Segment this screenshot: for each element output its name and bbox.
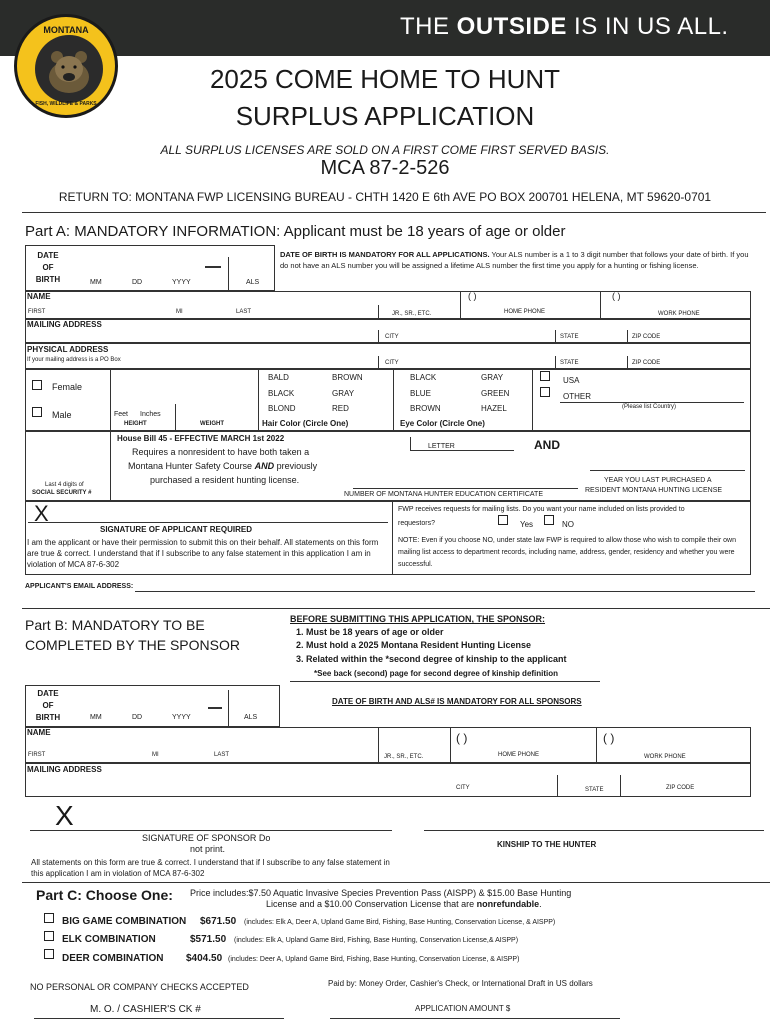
city-label-2: CITY [385,360,399,366]
sponsor-jr-label: JR., SR., ETC. [384,754,424,760]
kinship-line[interactable] [424,830,764,831]
kinship-note: *See back (second) page for second degree of kinship definition [314,669,559,678]
dob-label: DATE OF BIRTH [35,251,61,284]
eye-color-label: Eye Color (Circle One) [400,419,485,428]
state-label-2: STATE [560,360,579,366]
house-bill-heading: House Bill 45 - EFFECTIVE MARCH 1st 2022 [117,434,285,443]
elk-price: $571.50 [190,934,227,945]
hair-brown[interactable]: BROWN [332,373,363,382]
female-checkbox[interactable] [32,380,42,390]
money-order-line[interactable] [34,1018,284,1019]
mailing-divider-2 [555,330,556,343]
female-label: Female [52,382,83,392]
dob-dd: DD [132,279,143,286]
mailing-list-question: FWP receives requests for mailing lists. Do you want your name included on lists provided to requestors? [398,506,685,527]
country-divider [532,369,533,431]
signature-x: X [34,501,49,526]
phone-divider [460,291,461,319]
sponsor-work-paren: ( ) [603,731,615,745]
hair-black[interactable]: BLACK [268,389,295,398]
sponsor-rule-2: 2. Must hold a 2025 Montana Resident Hunting License [296,640,532,650]
physical-divider [378,356,379,369]
big-game-includes: (includes: Elk A, Deer A, Upland Game Bird, Fishing, Base Hunting, Conservation License, & AISPP) [244,919,556,926]
email-label: APPLICANT'S EMAIL ADDRESS: [25,583,134,590]
sponsor-requirements-heading: BEFORE SUBMITTING THIS APPLICATION, THE SPONSOR: [290,614,546,624]
sponsor-signature-x: X [55,800,74,831]
sponsor-first-label: FIRST [28,752,46,758]
sponsor-signature-line[interactable] [30,830,392,831]
sponsor-mailing-divider [557,775,558,797]
year-purchased-label-2: RESIDENT MONTANA HUNTING LICENSE [585,487,723,494]
and-label: AND [534,438,560,452]
usa-label: USA [563,376,580,385]
sponsor-dd: DD [132,714,143,721]
mi-label: MI [176,309,183,315]
phone-divider-2 [600,291,601,319]
part-b-heading-1: Part B: MANDATORY TO BE [25,617,205,633]
hair-bald[interactable]: BALD [268,373,289,382]
big-game-price: $671.50 [200,916,237,927]
hunter-ed-line[interactable] [353,488,578,489]
part-a-heading: Part A: MANDATORY INFORMATION: Applicant must be 18 years of age or older [25,223,566,240]
return-address: RETURN TO: MONTANA FWP LICENSING BUREAU - CHTH 1420 E 6th AVE PO BOX 200701 HELENA, MT 59620-0701 [58,190,712,204]
last-label: LAST [236,309,252,315]
email-line[interactable] [135,591,755,592]
sponsor-zip-label: ZIP CODE [666,785,695,791]
sponsor-dob-label: DATE OF BIRTH [35,689,61,722]
sponsor-signature-label-1: SIGNATURE OF SPONSOR Do [142,833,271,843]
name-divider [378,305,379,319]
big-game-checkbox[interactable] [44,913,54,923]
dob-dash [205,266,221,268]
sponsor-state-label: STATE [585,787,604,793]
applicant-name-row[interactable] [25,291,751,319]
sponsor-phone-divider [450,727,451,763]
zip-label: ZIP CODE [632,334,661,340]
mailing-label: MAILING ADDRESS [27,320,102,329]
eye-hazel[interactable]: HAZEL [481,404,507,413]
other-country-label: OTHER [563,392,591,401]
mailing-yes-checkbox[interactable] [498,515,508,525]
male-label: Male [52,410,72,420]
physical-divider-3 [627,356,628,369]
ssn-divider [110,431,111,501]
house-bill-text-2: Montana Hunter Safety Course AND previously [128,461,318,471]
name-label: NAME [27,292,51,301]
sponsor-mailing-label: MAILING ADDRESS [27,765,102,774]
city-label: CITY [385,334,399,340]
year-purchased-line[interactable] [590,470,745,471]
application-amount-label: APPLICATION AMOUNT $ [415,1004,511,1013]
dob-mm: MM [90,279,102,286]
height-label: HEIGHT [124,421,147,427]
feet-label: Feet [114,411,129,418]
work-phone-label: WORK PHONE [658,311,700,317]
mailing-list-divider [392,501,393,575]
kinship-label: KINSHIP TO THE HUNTER [497,840,597,849]
sponsor-mailing-row[interactable] [25,763,751,797]
letter-label: LETTER [428,443,455,450]
home-phone-paren: ( ) [468,291,477,301]
mailing-divider-3 [627,330,628,343]
mailing-list-note: NOTE: Even if you choose NO, under state law FWP is required to allow those who wish to compile their own mailing list access to department records, including name, address, gender, residency and whether you were successful. [398,537,736,568]
eye-divider [393,369,394,431]
subtitle: ALL SURPLUS LICENSES ARE SOLD ON A FIRST COME FIRST SERVED BASIS. [160,143,610,157]
logo-top-text: MONTANA [43,25,89,35]
sponsor-als: ALS [244,714,258,721]
hair-divider [258,369,259,431]
sponsor-mi-label: MI [152,752,159,758]
sponsor-home-paren: ( ) [456,731,468,745]
usa-checkbox[interactable] [540,371,550,381]
sponsor-rule-3: 3. Related within the *second degree of kinship to the applicant [296,654,567,664]
eye-green[interactable]: GREEN [481,389,510,398]
hair-red[interactable]: RED [332,404,349,413]
eye-brown[interactable]: BROWN [410,404,441,413]
part-b-heading-2: COMPLETED BY THE SPONSOR [25,637,240,653]
sponsor-last-label: LAST [214,752,230,758]
sponsor-dob-mandatory: DATE OF BIRTH AND ALS# IS MANDATORY FOR ALL SPONSORS [332,697,582,706]
hunter-ed-label: NUMBER OF MONTANA HUNTER EDUCATION CERTIFICATE [344,491,543,498]
fwp-logo [14,14,118,118]
home-phone-label: HOME PHONE [504,309,546,315]
male-checkbox[interactable] [32,407,42,417]
po-note: If your mailing address is a PO Box [27,357,121,363]
divider-c [22,882,770,883]
als-divider [228,257,229,291]
first-label: FIRST [28,309,46,315]
mailing-yes-label: Yes [520,520,534,529]
kinship-underline [290,681,600,682]
sponsor-name-label: NAME [27,728,51,737]
big-game-name: BIG GAME COMBINATION [62,916,187,927]
eye-black[interactable]: BLACK [410,373,437,382]
sponsor-home-phone-label: HOME PHONE [498,752,540,758]
deer-checkbox[interactable] [44,949,54,959]
sponsor-mm: MM [90,714,102,721]
deer-price: $404.50 [186,953,223,964]
price-includes-2: License and a $10.00 Conservation License that are nonrefundable. [266,899,542,909]
applicant-signature-line[interactable] [28,522,388,523]
mailing-no-label: NO [562,520,574,529]
hair-color-label: Hair Color (Circle One) [262,419,349,428]
sponsor-yyyy: YYYY [172,714,191,721]
ssn-label-2: SOCIAL SECURITY # [32,490,92,496]
sponsor-statement: All statements on this form are true & correct. I understand that if I subscribe to any false statement in this application I am in violation of MCA 87-6-302 [31,858,390,878]
height-divider [175,404,176,431]
sponsor-city-label: CITY [456,785,470,791]
weight-label: WEIGHT [200,421,224,427]
no-personal-checks: NO PERSONAL OR COMPANY CHECKS ACCEPTED [30,982,249,992]
dob-note: DATE OF BIRTH IS MANDATORY FOR ALL APPLICATIONS. Your ALS number is a 1 to 3 digit number that follows your date of birth. If you do not have an ALS number you will be assigned a lifetime ALS number the first time you apply for a hunting or fishing license. [280,250,749,270]
work-phone-paren: ( ) [612,291,621,301]
house-bill-text-3: purchased a resident hunting license. [150,475,300,485]
dob-als: ALS [246,279,260,286]
form-title-line1: 2025 COME HOME TO HUNT [209,64,561,94]
mca-statute: MCA 87-2-526 [320,157,450,179]
elk-includes: (includes: Elk A, Upland Game Bird, Fishing, Base Hunting, Conservation License,& AISPP) [234,937,519,944]
applicant-attestation: I am the applicant or have their permission to submit this on their behalf. All statements on this form are true & correct. I understand that if I subscribe to any false statement in this application I am in violation of MCA 87-6-302 [27,538,379,569]
part-c-heading: Part C: Choose One: [36,887,173,903]
state-label: STATE [560,334,579,340]
paid-by: Paid by: Money Order, Cashier's Check, or International Draft in US dollars [328,979,593,988]
sex-divider [110,369,111,431]
mailing-divider [378,330,379,343]
sponsor-work-phone-label: WORK PHONE [644,754,686,760]
sponsor-als-divider [228,690,229,727]
signature-label: SIGNATURE OF APPLICANT REQUIRED [100,525,253,534]
physical-divider-2 [555,356,556,369]
inches-label: Inches [140,411,161,418]
tagline: THE OUTSIDE IS IN US ALL. [400,13,729,40]
logo-bottom-text: FISH, WILDLIFE & PARKS [35,101,97,107]
ssn-label: Last 4 digits of [45,482,84,488]
hair-blond[interactable]: BLOND [268,404,296,413]
deer-includes: (includes: Deer A, Upland Game Bird, Fishing, Base Hunting, Conservation License, & AISPP) [228,956,520,963]
country-line[interactable] [560,402,744,403]
sponsor-rule-1: 1. Must be 18 years of age or older [296,627,444,637]
form-title-line2: SURPLUS APPLICATION [235,101,535,131]
list-country-label: (Please list Country) [622,404,677,410]
money-order-label: M. O. / CASHIER'S CK # [90,1004,201,1015]
year-purchased-label-1: YEAR YOU LAST PURCHASED A [604,477,712,484]
physical-label: PHYSICAL ADDRESS [27,345,109,354]
sponsor-name-divider [378,727,379,763]
eye-blue[interactable]: BLUE [410,389,431,398]
application-amount-line[interactable] [330,1018,620,1019]
price-includes-1: Price includes:$7.50 Aquatic Invasive Species Prevention Pass (AISPP) & $15.00 Base Hunting [190,888,572,898]
zip-label-2: ZIP CODE [632,360,661,366]
dob-yyyy: YYYY [172,279,191,286]
elk-name: ELK COMBINATION [62,934,156,945]
jr-label: JR., SR., ETC. [392,311,432,317]
mailing-no-checkbox[interactable] [544,515,554,525]
eye-gray[interactable]: GRAY [481,373,504,382]
sponsor-mailing-divider-2 [620,775,621,797]
divider [22,212,766,213]
sponsor-phone-divider-2 [596,727,597,763]
divider-b [22,608,770,609]
letter-box[interactable] [410,437,514,451]
sponsor-signature-label-2: not print. [190,844,226,854]
sponsor-dob-dash [208,707,222,709]
hair-gray[interactable]: GRAY [332,389,355,398]
deer-name: DEER COMBINATION [62,953,164,964]
other-country-checkbox[interactable] [540,387,550,397]
house-bill-text-1: Requires a nonresident to have both taken a [132,447,310,457]
elk-checkbox[interactable] [44,931,54,941]
